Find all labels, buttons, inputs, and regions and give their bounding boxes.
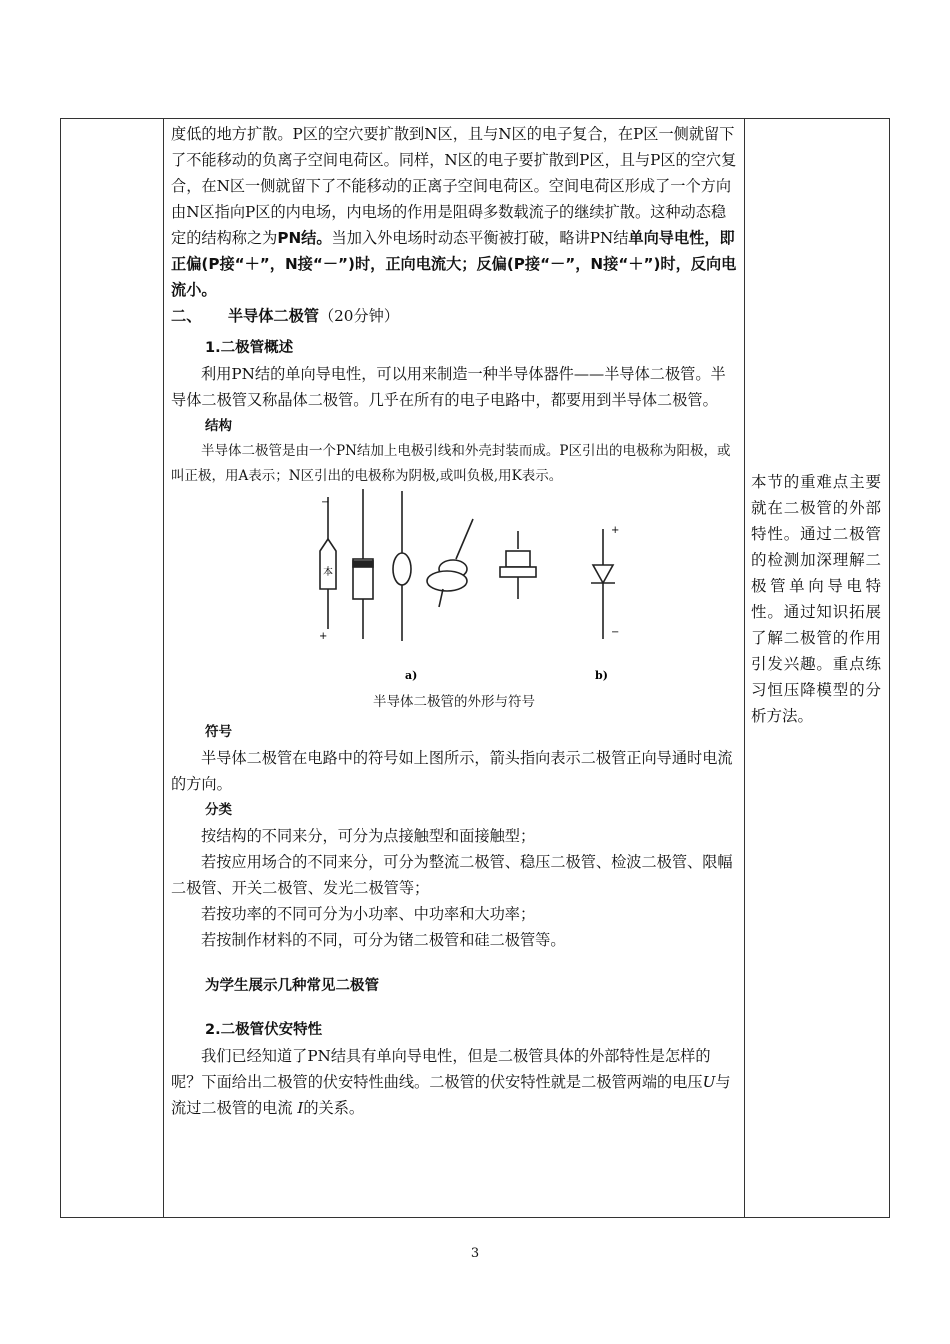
- pn-junction-term: PN结。: [277, 229, 332, 247]
- classification-item: 若按应用场合的不同来分，可分为整流二极管、稳压二极管、检波二极管、限幅二极管、开关二极管、发光二极管等；: [171, 853, 733, 897]
- overview-text: 利用PN结的单向导电性，可以用来制造一种半导体器件——半导体二极管。半导体二极管又称晶体二极管。几乎在所有的电子电路中，都要用到半导体二极管。: [171, 365, 726, 409]
- diode-shapes-drawing: [171, 489, 737, 689]
- subsection-iv-title: 2.二极管伏安特性: [205, 1022, 323, 1038]
- lesson-table: [60, 118, 890, 1218]
- diode-symbol-triangle: [593, 565, 613, 583]
- classification-item: 若按制作材料的不同，可分为锗二极管和硅二极管等。: [201, 931, 566, 949]
- section-heading-2: 二、 半导体二极管（20分钟）: [171, 307, 400, 325]
- table-divider-right: [744, 119, 745, 1217]
- diode-char-label: 本: [323, 567, 333, 578]
- symbol-title: 符号: [205, 724, 232, 740]
- figure-caption: 半导体二极管的外形与符号: [373, 694, 535, 710]
- symbol-text: 半导体二极管在电路中的符号如上图所示，箭头指向表示二极管正向导通时电流的方向。: [171, 749, 733, 793]
- iv-text: 我们已经知道了PN结具有单向导电性，但是二极管具体的外部特性是怎样的呢？下面给出二极管的伏安特性曲线。二极管的伏安特性就是二极管两端的电压U与流过二极管的电流 I的关系。: [171, 1047, 731, 1117]
- classification-item: 按结构的不同来分，可分为点接触型和面接触型；: [201, 827, 536, 845]
- structure-text: 半导体二极管是由一个PN结加上电极引线和外壳封装而成。P区引出的电极称为阳极，或叫正极，用A表示；N区引出的电极称为阴极,或叫负极,用K表示。: [171, 443, 731, 484]
- plus-label-1: +: [319, 631, 328, 642]
- plus-label-b: +: [611, 525, 620, 536]
- main-content-cell: [171, 121, 737, 1121]
- diode-figure: [171, 489, 737, 689]
- paragraph-pn-junction: 度低的地方扩散。P区的空穴要扩散到N区，且与N区的电子复合，在P区一侧就留下了不能移动的负离子空间电荷区。同样，N区的电子要扩散到P区，且与P区的空穴复合，在N区一侧就留下了不能移动的正离子空间电荷区。空间电荷区形成了一个方向由N区指向P区的内电场，内电场的作用是阻碍多数载流子的继续扩散。这种动态稳定的结构称之为PN结。当加入外电场时动态平衡被打破，略讲PN结单向导电性，即正偏(P接“＋”，N接“－”)时，正向电流大；反偏(P接“－”，N接“＋”)时，反向电流小。: [171, 125, 737, 299]
- diode-body-5: [506, 551, 530, 567]
- minus-label-b: −: [611, 627, 620, 638]
- table-divider-left: [163, 119, 164, 1217]
- diode-body-3: [393, 553, 411, 585]
- structure-title: 结构: [205, 418, 232, 434]
- unidirectional-conductivity: 单向导电性，即正偏(P接“＋”，N接“－”)时，正向电流大；反偏(P接“－”，N接“＋”)时，反向电流小。: [171, 229, 737, 299]
- classification-title: 分类: [205, 802, 232, 818]
- diode-body-1: [320, 539, 336, 589]
- display-title: 为学生展示几种常见二极管: [205, 978, 379, 994]
- right-note-cell: 本节的重难点主要就在二极管的外部特性。通过二极管的检测加深理解二极管单向导电特性。通过知识拓展了解二极管的作用引发兴趣。重点练习恒压降模型的分析方法。: [751, 473, 881, 725]
- fig-label-a: a): [405, 669, 418, 682]
- page-number: 3: [470, 1246, 480, 1261]
- classification-item: 若按功率的不同可分为小功率、中功率和大功率；: [201, 905, 536, 923]
- subsection-overview-title: 1.二极管概述: [205, 340, 294, 356]
- minus-label-1: −: [321, 497, 330, 508]
- fig-label-b: b): [595, 669, 608, 682]
